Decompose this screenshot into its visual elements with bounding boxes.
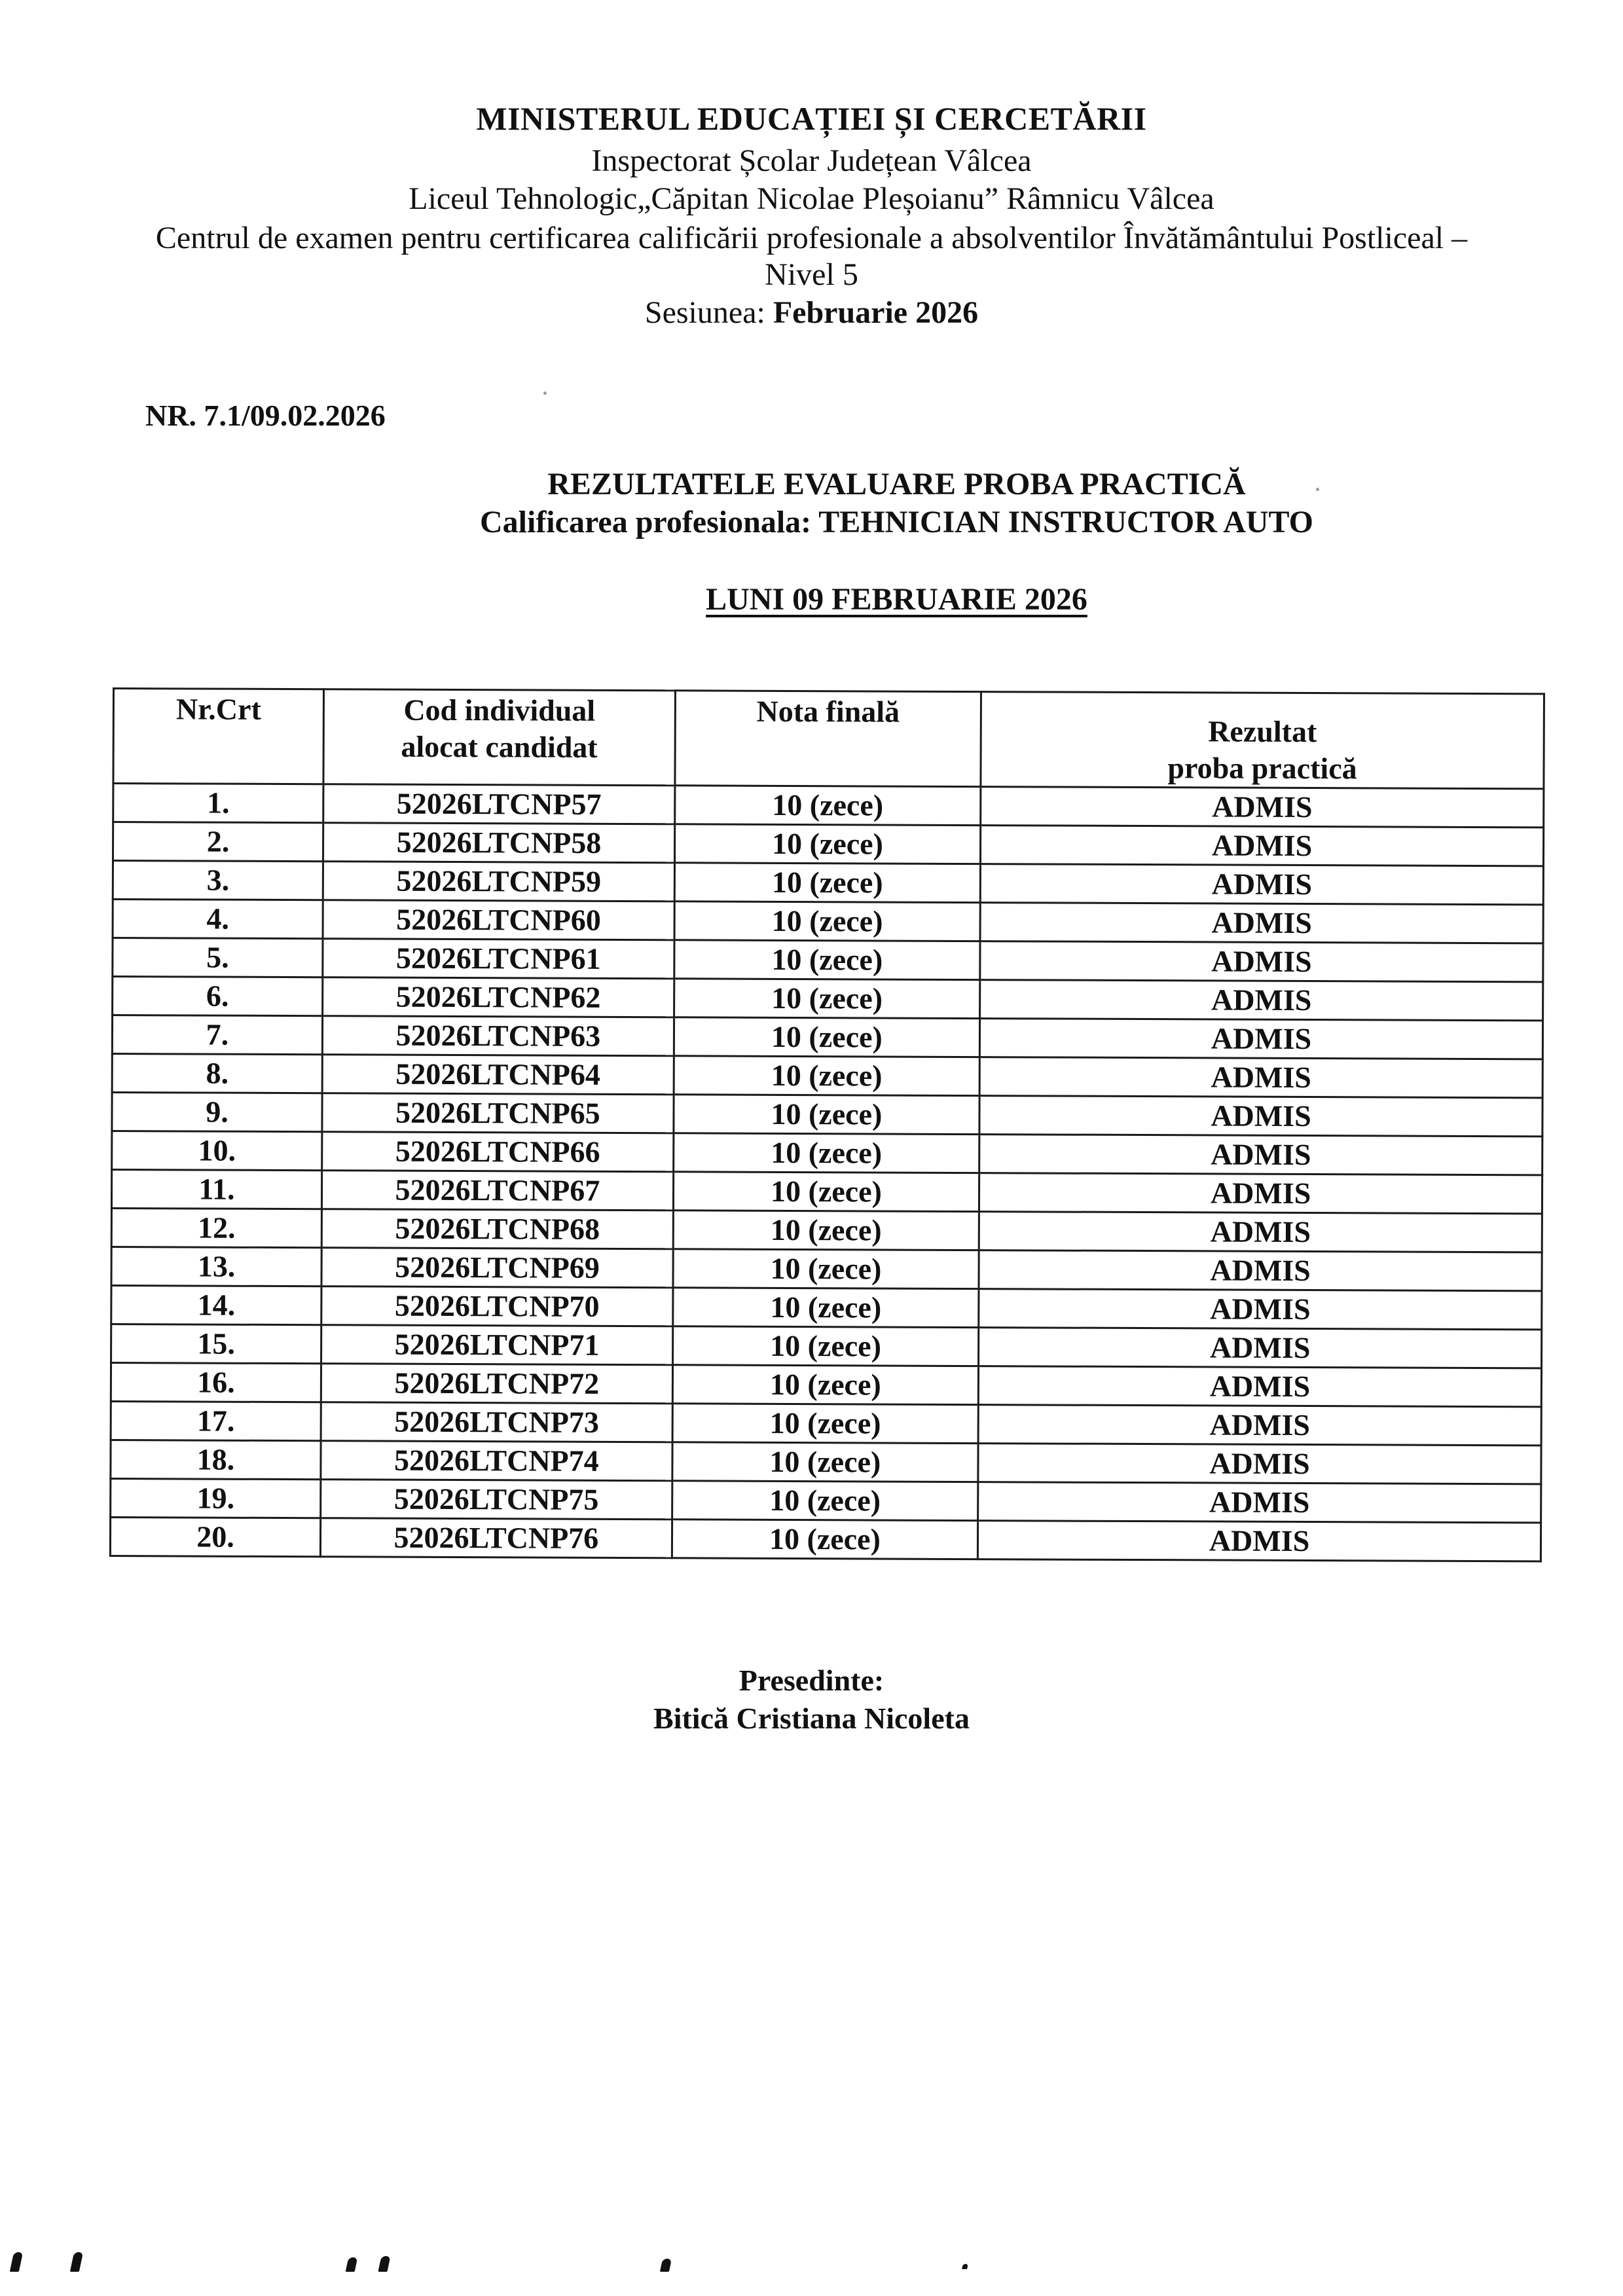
exam-result-text: ADMIS — [1212, 790, 1313, 824]
final-grade — [673, 1133, 979, 1173]
exam-result — [979, 1212, 1542, 1252]
exam-result-text: ADMIS — [1211, 1060, 1312, 1095]
exam-date — [85, 581, 1623, 617]
exam-result — [979, 1173, 1542, 1214]
row-number — [111, 1247, 321, 1286]
candidate-code — [321, 1286, 673, 1326]
exam-result-text: ADMIS — [1210, 1253, 1311, 1288]
final-grade — [673, 1249, 979, 1289]
row-number — [110, 1517, 320, 1556]
final-grade — [672, 1520, 978, 1559]
final-grade — [674, 1095, 980, 1135]
session-value: Februarie 2026 — [773, 295, 979, 330]
final-grade-text: 10 (zece) — [771, 981, 883, 1015]
header-nr — [113, 689, 324, 784]
row-number-text: 2. — [206, 824, 230, 858]
candidate-code — [323, 939, 674, 979]
candidate-code-text: 52026LTCNP74 — [393, 1443, 599, 1478]
candidate-code-text: 52026LTCNP59 — [396, 864, 602, 898]
table-row — [113, 900, 1543, 943]
final-grade — [674, 824, 981, 864]
table-row — [111, 1285, 1542, 1329]
qualification-title: Calificarea profesionala: TEHNICIAN INSTRUCTOR AUTO — [479, 505, 1314, 539]
candidate-code-text: 52026LTCNP76 — [393, 1520, 599, 1555]
results-table-body — [110, 784, 1544, 1561]
row-number — [112, 1131, 322, 1171]
exam-result-text: ADMIS — [1211, 1099, 1311, 1133]
candidate-code — [322, 1093, 674, 1133]
table-row — [111, 1208, 1542, 1252]
exam-result — [979, 1250, 1542, 1291]
candidate-code-text: 52026LTCNP57 — [396, 786, 602, 821]
final-grade — [674, 1056, 980, 1096]
final-grade-text: 10 (zece) — [769, 1367, 881, 1402]
exam-result — [980, 941, 1543, 982]
final-grade-text: 10 (zece) — [770, 1251, 882, 1286]
final-grade — [674, 940, 981, 980]
scan-edge-mark — [346, 2257, 358, 2272]
exam-result-text: ADMIS — [1209, 1369, 1311, 1404]
header-grade-text: Nota finală — [756, 694, 900, 729]
ministry-name: MINISTERUL EDUCAȚIEI ȘI CERCETĂRII — [476, 100, 1147, 137]
header-code-line1: Cod individual — [403, 693, 596, 727]
final-grade-text: 10 (zece) — [771, 865, 883, 900]
row-number-text: 12. — [198, 1211, 236, 1245]
table-row — [112, 1015, 1542, 1059]
row-number-text: 7. — [206, 1017, 229, 1051]
header-nr-text: Nr.Crt — [175, 692, 261, 726]
exam-result-text: ADMIS — [1211, 983, 1312, 1017]
results-title: REZULTATELE EVALUARE PROBA PRACTICĂ — [547, 467, 1246, 501]
candidate-code — [320, 1518, 672, 1558]
session-label: Sesiunea: — [644, 295, 765, 330]
final-grade — [674, 979, 980, 1019]
table-row — [112, 1131, 1542, 1175]
candidate-code — [321, 1480, 672, 1520]
exam-result — [978, 1482, 1541, 1523]
row-number — [113, 822, 323, 862]
candidate-code — [321, 1441, 672, 1481]
scan-edge-mark — [660, 2259, 672, 2272]
candidate-code — [321, 1209, 673, 1249]
row-number — [113, 938, 323, 977]
candidate-code — [323, 862, 674, 902]
education-level: Nivel 5 — [765, 257, 858, 292]
candidate-code-text: 52026LTCNP66 — [395, 1134, 600, 1169]
table-row — [113, 938, 1543, 982]
exam-result-text: ADMIS — [1211, 828, 1313, 863]
final-grade-text: 10 (zece) — [771, 1058, 883, 1093]
exam-result-text: ADMIS — [1211, 867, 1313, 902]
row-number-text: 10. — [198, 1133, 236, 1167]
final-grade-text: 10 (zece) — [771, 1019, 883, 1054]
table-header-row — [113, 689, 1544, 789]
row-number-text: 8. — [206, 1056, 229, 1090]
table-row — [113, 861, 1543, 905]
inspectorate-name: Inspectorat Școlar Județean Vâlcea — [591, 143, 1032, 178]
candidate-code-text: 52026LTCNP67 — [395, 1173, 600, 1207]
candidate-code — [322, 1055, 674, 1095]
exam-result-text: ADMIS — [1211, 1021, 1312, 1056]
candidate-code-text: 52026LTCNP62 — [395, 979, 601, 1014]
row-number — [113, 900, 323, 939]
final-grade-text: 10 (zece) — [769, 1406, 881, 1440]
final-grade — [674, 863, 981, 903]
candidate-code-text: 52026LTCNP63 — [395, 1018, 601, 1053]
final-grade — [672, 1404, 979, 1444]
candidate-code — [321, 1402, 672, 1442]
candidate-code — [321, 1325, 673, 1365]
candidate-code — [321, 1364, 672, 1404]
exam-result-text: ADMIS — [1209, 1330, 1311, 1365]
row-number — [111, 1401, 321, 1440]
candidate-code — [321, 1248, 673, 1288]
table-row — [111, 1478, 1541, 1522]
exam-result — [979, 1328, 1542, 1368]
header-result — [981, 692, 1544, 789]
candidate-code-text: 52026LTCNP75 — [393, 1482, 599, 1516]
exam-date-text: LUNI 09 FEBRUARIE 2026 — [706, 582, 1087, 617]
results-table — [109, 687, 1545, 1562]
row-number — [113, 977, 323, 1016]
signature-role: Presedinte: — [739, 1664, 884, 1697]
row-number-text: 9. — [206, 1095, 228, 1129]
row-number-text: 20. — [196, 1520, 234, 1554]
exam-result — [981, 826, 1544, 866]
row-number — [111, 1208, 321, 1247]
exam-result — [979, 1289, 1542, 1330]
row-number-text: 4. — [206, 902, 230, 936]
exam-result-text: ADMIS — [1210, 1176, 1311, 1211]
row-number — [111, 1440, 321, 1479]
scan-edge-mark — [70, 2252, 83, 2272]
exam-center: Centrul de examen pentru certificarea calificării profesionale a absolventilor Învătământului Postliceal – — [155, 221, 1468, 255]
header-result-line2: proba practică — [1167, 751, 1357, 786]
exam-result — [978, 1444, 1541, 1484]
exam-result-text: ADMIS — [1209, 1523, 1310, 1558]
scan-edge-mark — [10, 2252, 23, 2272]
table-row — [113, 822, 1543, 866]
candidate-code — [323, 823, 675, 863]
exam-result-text: ADMIS — [1210, 1214, 1311, 1249]
row-number — [112, 1054, 322, 1093]
table-row — [111, 1440, 1541, 1484]
row-number — [111, 1285, 321, 1324]
signature-name: Bitică Cristiana Nicoleta — [653, 1702, 970, 1735]
exam-session — [0, 295, 1623, 331]
final-grade-text: 10 (zece) — [769, 1483, 881, 1518]
scan-speck — [543, 392, 547, 395]
candidate-code-text: 52026LTCNP58 — [396, 825, 602, 860]
row-number — [113, 861, 323, 900]
final-grade — [674, 1017, 980, 1057]
row-number — [111, 1478, 321, 1518]
row-number — [111, 1362, 321, 1402]
row-number — [111, 1170, 321, 1209]
table-row — [112, 1093, 1542, 1137]
candidate-code — [323, 784, 675, 824]
exam-result — [980, 903, 1543, 943]
table-row — [111, 1362, 1541, 1406]
exam-result — [980, 980, 1543, 1021]
exam-result-text: ADMIS — [1209, 1446, 1310, 1481]
table-row — [110, 1517, 1541, 1561]
row-number — [111, 1324, 321, 1363]
row-number-text: 13. — [197, 1249, 236, 1283]
row-number-text: 16. — [197, 1365, 235, 1399]
candidate-code-text: 52026LTCNP70 — [394, 1288, 600, 1323]
final-grade-text: 10 (zece) — [771, 1135, 883, 1170]
final-grade-text: 10 (zece) — [770, 1290, 882, 1324]
candidate-code — [321, 1171, 673, 1211]
row-number-text: 1. — [206, 786, 230, 820]
table-row — [111, 1401, 1541, 1445]
final-grade — [674, 786, 981, 826]
row-number-text: 14. — [197, 1288, 236, 1322]
candidate-code-text: 52026LTCNP73 — [394, 1404, 600, 1439]
exam-result — [978, 1405, 1541, 1446]
final-grade-text: 10 (zece) — [769, 1444, 881, 1479]
candidate-code — [323, 977, 674, 1017]
exam-result-text: ADMIS — [1211, 1137, 1311, 1172]
exam-result — [980, 864, 1543, 905]
exam-result — [979, 1135, 1542, 1175]
candidate-code-text: 52026LTCNP68 — [395, 1211, 600, 1246]
row-number-text: 11. — [198, 1172, 235, 1206]
exam-result-text: ADMIS — [1211, 905, 1312, 940]
exam-result — [978, 1521, 1541, 1561]
candidate-code-text: 52026LTCNP65 — [395, 1095, 600, 1130]
exam-result-text: ADMIS — [1209, 1485, 1310, 1520]
final-grade — [672, 1481, 978, 1521]
row-number-text: 18. — [196, 1442, 235, 1476]
candidate-code-text: 52026LTCNP64 — [395, 1057, 601, 1091]
final-grade-text: 10 (zece) — [772, 788, 884, 822]
header-result-line1: Rezultat — [1208, 714, 1317, 749]
table-row — [111, 1170, 1542, 1214]
candidate-code — [323, 900, 674, 940]
table-row — [111, 1324, 1542, 1368]
candidate-code — [322, 1132, 674, 1172]
candidate-code-text: 52026LTCNP72 — [394, 1366, 600, 1400]
exam-result — [978, 1366, 1541, 1407]
final-grade — [674, 902, 981, 941]
exam-result — [981, 787, 1544, 828]
scan-edge-mark — [962, 2264, 968, 2269]
row-number — [112, 1093, 322, 1132]
final-grade — [673, 1211, 979, 1250]
school-name: Liceul Tehnologic„Căpitan Nicolae Pleșoianu” Râmnicu Vâlcea — [409, 181, 1214, 216]
final-grade — [673, 1172, 979, 1212]
final-grade-text: 10 (zece) — [771, 942, 883, 977]
final-grade — [673, 1288, 979, 1328]
reference-number: NR. 7.1/09.02.2026 — [145, 399, 386, 432]
row-number-text: 19. — [196, 1481, 235, 1515]
exam-result — [979, 1019, 1542, 1059]
row-number-text: 3. — [206, 863, 230, 897]
table-row — [113, 977, 1543, 1021]
final-grade-text: 10 (zece) — [771, 903, 883, 938]
final-grade — [672, 1326, 979, 1366]
candidate-code-text: 52026LTCNP61 — [395, 941, 601, 975]
table-row — [112, 1054, 1542, 1098]
candidate-code-text: 52026LTCNP69 — [395, 1250, 600, 1285]
table-row — [111, 1247, 1542, 1290]
final-grade-text: 10 (zece) — [770, 1328, 882, 1363]
exam-result — [979, 1096, 1542, 1137]
final-grade-text: 10 (zece) — [772, 826, 884, 861]
final-grade-text: 10 (zece) — [770, 1212, 882, 1247]
final-grade-text: 10 (zece) — [769, 1522, 881, 1556]
candidate-code-text: 52026LTCNP60 — [396, 902, 601, 937]
row-number — [113, 784, 323, 823]
header-code-line2: alocat candidat — [401, 729, 598, 764]
exam-result-text: ADMIS — [1210, 1292, 1311, 1326]
header-grade — [675, 691, 981, 787]
row-number-text: 6. — [206, 979, 229, 1013]
row-number — [112, 1015, 322, 1055]
final-grade-text: 10 (zece) — [771, 1097, 883, 1131]
final-grade — [672, 1442, 979, 1482]
scan-speck — [1316, 488, 1319, 491]
table-row — [113, 784, 1544, 828]
row-number-text: 15. — [197, 1326, 236, 1360]
scan-edge-mark — [378, 2256, 390, 2272]
row-number-text: 17. — [196, 1404, 235, 1438]
candidate-code-text: 52026LTCNP71 — [394, 1327, 600, 1362]
final-grade-text: 10 (zece) — [770, 1174, 882, 1209]
candidate-code — [322, 1016, 674, 1056]
exam-result — [979, 1057, 1542, 1098]
final-grade — [672, 1365, 979, 1405]
row-number-text: 5. — [206, 940, 229, 974]
exam-result-text: ADMIS — [1211, 944, 1312, 979]
exam-result-text: ADMIS — [1209, 1408, 1311, 1442]
header-code — [323, 689, 675, 786]
